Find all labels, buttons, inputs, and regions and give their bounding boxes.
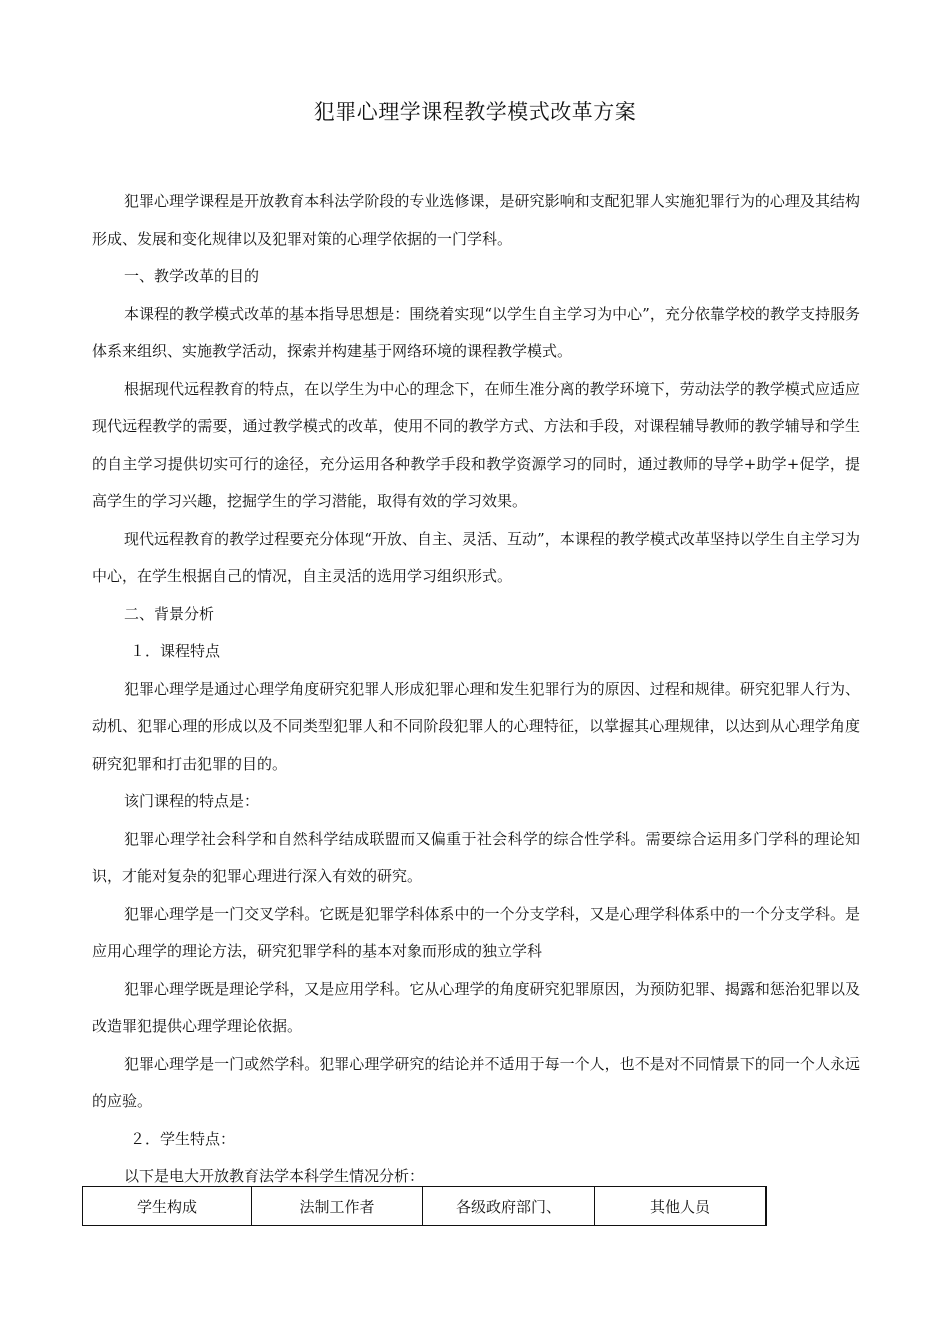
paragraph-feature-probabilistic: 犯罪心理学是一门或然学科。犯罪心理学研究的结论并不适用于每一个人，也不是对不同情景下的同一个人永远的应验。 (92, 1054, 860, 1110)
paragraph-course-definition: 犯罪心理学是通过心理学角度研究犯罪人形成犯罪心理和发生犯罪行为的原因、过程和规律。研究犯罪人行为、动机、犯罪心理的形成以及不同类型犯罪人和不同阶段犯罪人的心理特征，以掌握其心理规律，以达到从心理学角度研究犯罪和打击犯罪的目的。 (92, 679, 860, 773)
student-composition-table (82, 1186, 767, 1226)
heading-reform-purpose: 一、教学改革的目的 (124, 267, 260, 285)
table-cell: 其他人员 (595, 1187, 767, 1226)
paragraph-distance-education: 根据现代远程教育的特点，在以学生为中心的理念下，在师生准分离的教学环境下，劳动法学的教学模式应适应现代远程教学的需要，通过教学模式的改革，使用不同的教学方式、方法和手段，对课程辅导教师的教学辅导和学生的自主学习提供切实可行的途径，充分运用各种教学手段和教学资源学习的同时，通过教师的导学+助学+促学，提高学生的学习兴趣，挖掘学生的学习潜能，取得有效的学习效果。 (92, 379, 860, 510)
heading-student-features: ２．学生特点： (130, 1129, 236, 1148)
document-title: 犯罪心理学课程教学模式改革方案 (313, 100, 637, 124)
table-row (83, 1187, 767, 1226)
table-cell: 各级政府部门、 (423, 1187, 595, 1226)
paragraph-guiding-idea: 本课程的教学模式改革的基本指导思想是：围绕着实现“以学生自主学习为中心”，充分依靠学校的教学支持服务体系来组织、实施教学活动，探索并构建基于网络环境的课程教学模式。 (92, 304, 860, 360)
paragraph-feature-interdisciplinary: 犯罪心理学是一门交叉学科。它既是犯罪学科体系中的一个分支学科，又是心理学科体系中的一个分支学科。是应用心理学的理论方法，研究犯罪学科的基本对象而形成的独立学科 (92, 904, 860, 960)
table-cell: 学生构成 (83, 1187, 252, 1226)
heading-course-features: １．课程特点 (130, 642, 221, 660)
document-body (92, 183, 860, 1196)
paragraph-feature-theory-applied: 犯罪心理学既是理论学科，又是应用学科。它从心理学的角度研究犯罪原因，为预防犯罪、揭露和惩治犯罪以及改造罪犯提供心理学理论依据。 (92, 979, 860, 1035)
table-cell: 法制工作者 (252, 1187, 423, 1226)
paragraph-student-analysis-lead: 以下是电大开放教育法学本科学生情况分析： (124, 1167, 425, 1185)
paragraph-teaching-process: 现代远程教育的教学过程要充分体现“开放、自主、灵活、互动”，本课程的教学模式改革坚持以学生自主学习为中心，在学生根据自己的情况，自主灵活的选用学习组织形式。 (92, 529, 860, 585)
paragraph-intro: 犯罪心理学课程是开放教育本科法学阶段的专业选修课，是研究影响和支配犯罪人实施犯罪行为的心理及其结构形成、发展和变化规律以及犯罪对策的心理学依据的一门学科。 (92, 192, 860, 248)
paragraph-features-lead: 该门课程的特点是： (124, 792, 260, 810)
paragraph-feature-comprehensive: 犯罪心理学社会科学和自然科学结成联盟而又偏重于社会科学的综合性学科。需要综合运用多门学科的理论知识，才能对复杂的犯罪心理进行深入有效的研究。 (92, 829, 860, 885)
heading-background: 二、背景分析 (124, 604, 215, 623)
